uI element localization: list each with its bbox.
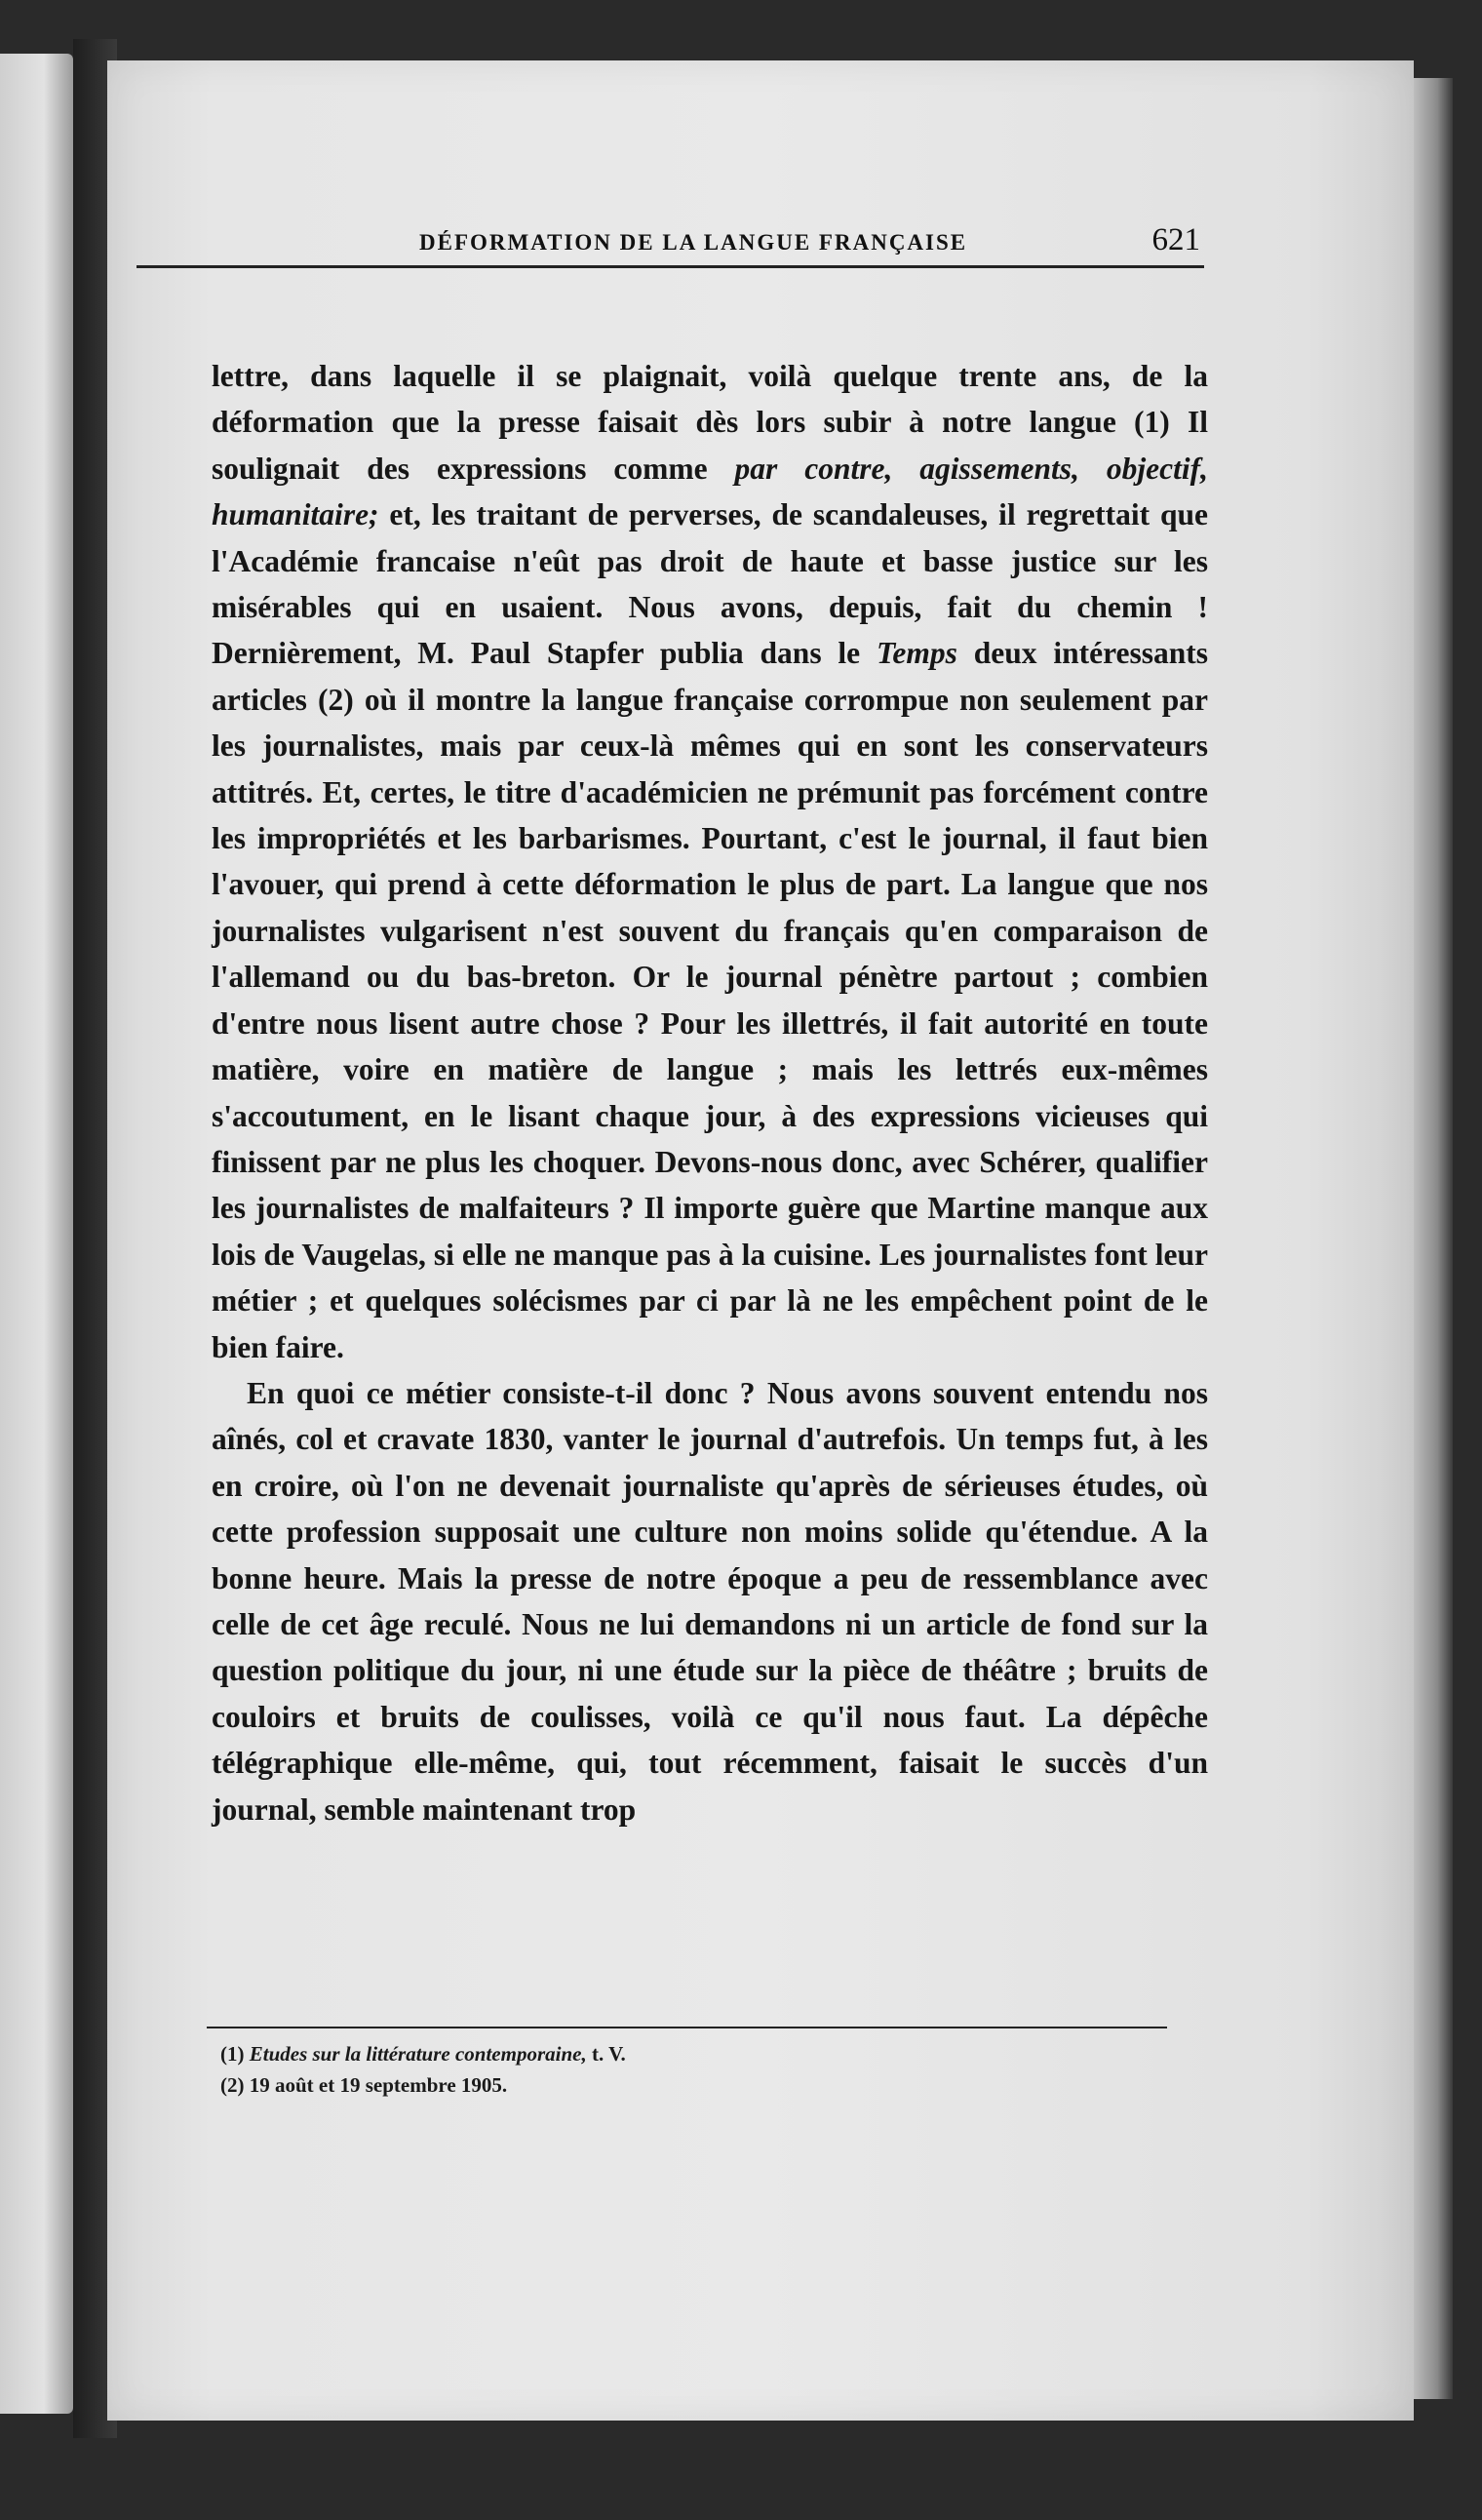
footnote-1-title: Etudes sur la littérature contemporaine, — [249, 2042, 587, 2066]
footnote-1-number: (1) — [220, 2042, 245, 2066]
footnote-2-text: 19 août et 19 septembre 1905. — [249, 2073, 508, 2097]
footnote-rule — [207, 2027, 1167, 2028]
paragraph-1 — [212, 353, 1208, 1370]
page-header — [136, 222, 1204, 268]
body-text — [212, 353, 1208, 1832]
footnote-2-number: (2) — [220, 2073, 245, 2097]
running-title: DÉFORMATION DE LA LANGUE FRANÇAISE — [419, 230, 968, 255]
paragraph-1-part-c: deux intéressants articles (2) où il montre la langue française corrompue non seulement par les journalistes, mais par ceux-là mêmes qui en sont les conservateurs attitrés. Et, certes, le titre d'académicien ne prémunit pas forcément contre les impropriétés et les barbarismes. Pourtant, c'est le journal, il faut bien l'avouer, qui prend à cette déformation le plus de part. La langue que nos journalistes vulgarisent n'est souvent du français qu'en comparaison de l'allemand ou du bas-breton. Or le journal pénètre partout ; combien d'entre nous lisent autre chose ? Pour les illettrés, il fait autorité en toute matière, voire en matière de langue ; mais les lettrés eux-mêmes s'accoutument, en le lisant chaque jour, à des expressions vicieuses qui finissent par ne plus les choquer. Devons-nous donc, avec Schérer, qualifier les journalistes de malfaiteurs ? Il importe guère que Martine manque aux lois de Vaugelas, si elle ne manque pas à la cuisine. Les journalistes font leur métier ; et quelques solécismes par ci par là ne les empêchent point de le bien faire. — [212, 636, 1208, 1364]
footnote-2 — [220, 2069, 1176, 2101]
paragraph-1-part-b: et, les traitant de perverses, de scandaleuses, il regrettait que l'Académie francaise n'eût pas droit de haute et basse justice sur les misérables qui en usaient. Nous avons, depuis, fait du chemin ! Dernièrement, M. Paul Stapfer publia dans le — [212, 497, 1208, 671]
paragraph-1-italic-temps: Temps — [877, 636, 957, 671]
right-page-edge — [1414, 78, 1453, 2399]
page-number: 621 — [1151, 222, 1200, 257]
footnote-1-rest: t. V. — [586, 2042, 626, 2066]
footnotes — [220, 2038, 1176, 2101]
paragraph-1-part-a: lettre, dans laquelle il se plaignait, voilà quelque trente ans, de la déformation que la presse faisait dès lors subir à notre langue (1) Il soulignait des expressions comme — [212, 359, 1208, 486]
footnote-1 — [220, 2038, 1176, 2069]
left-page-edge — [0, 54, 73, 2414]
paragraph-1-italic-terms: par contre, agissements, objectif, humanitaire; — [212, 451, 1208, 532]
paragraph-2: En quoi ce métier consiste-t-il donc ? Nous avons souvent entendu nos aînés, col et cravate 1830, vanter le journal d'autrefois. Un temps fut, à les en croire, où l'on ne devenait journaliste qu'après de sérieuses études, où cette profession supposait une culture non moins solide qu'étendue. A la bonne heure. Mais la presse de notre époque a peu de ressemblance avec celle de cet âge reculé. Nous ne lui demandons ni un article de fond sur la question politique du jour, ni une étude sur la pièce de théâtre ; bruits de couloirs et bruits de coulisses, voilà ce qu'il nous faut. La dépêche télégraphique elle-même, qui, tout récemment, faisait le succès d'un journal, semble maintenant trop — [212, 1375, 1208, 1827]
